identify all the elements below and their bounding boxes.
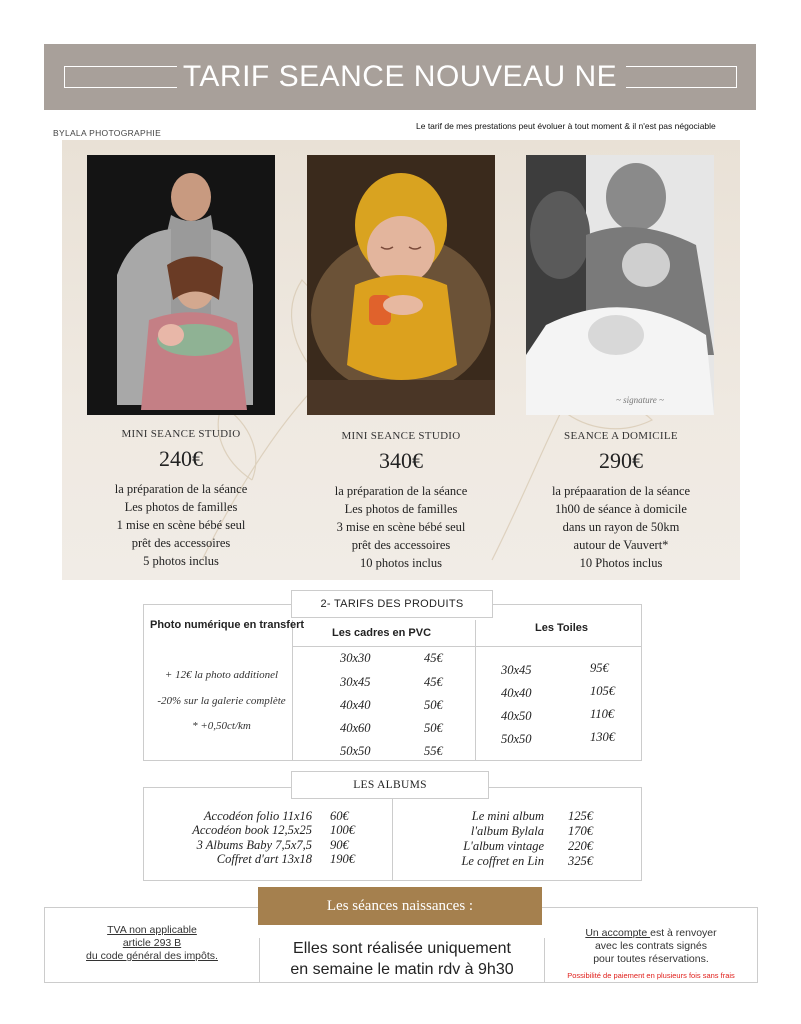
frame-size: 50x50 xyxy=(340,744,371,758)
accompte-link[interactable]: Un accompte xyxy=(585,927,651,939)
album-name: 3 Albums Baby 7,5x7,5 xyxy=(196,838,312,852)
package-line: 10 photos inclus xyxy=(360,556,442,570)
payment-note: Possibilité de paiement en plusieurs fois sans frais xyxy=(567,971,735,980)
canvas-size: 30x45 xyxy=(501,663,532,677)
digital-line: + 12€ la photo additionel xyxy=(164,669,279,681)
album-price: 325€ xyxy=(568,854,593,868)
tva-line: du code général des impôts. xyxy=(86,950,218,962)
package-2 xyxy=(291,430,511,572)
album-price: 60€ xyxy=(330,809,349,823)
canvas-size: 40x50 xyxy=(501,709,532,723)
package-line: autour de Vauvert* xyxy=(573,538,669,552)
tva-line: article 293 B xyxy=(122,937,182,949)
tva-line: TVA non applicable xyxy=(107,924,197,936)
albums-section-label: LES ALBUMS xyxy=(291,771,489,799)
tva-note xyxy=(45,924,259,963)
package-line: prêt des accessoires xyxy=(131,536,231,550)
family-studio-photo xyxy=(87,155,275,415)
seances-title: Les séances naissances : xyxy=(258,887,542,925)
frame-price: 50€ xyxy=(424,721,443,735)
accompte-line: pour toutes réservations. xyxy=(593,953,709,965)
package-name: MINI SEANCE STUDIO xyxy=(121,428,241,440)
canvas-size: 40x40 xyxy=(501,686,532,700)
divider xyxy=(292,620,293,760)
seances-info xyxy=(259,938,545,982)
album-price: 170€ xyxy=(568,824,593,838)
frames-header: Les cadres en PVC xyxy=(332,627,432,639)
package-line: la préparation de la séance xyxy=(114,482,248,496)
package-price: 340€ xyxy=(379,448,423,473)
album-price: 125€ xyxy=(568,809,593,823)
newborn-basket-photo xyxy=(307,155,495,415)
frame-size: 40x40 xyxy=(340,698,371,712)
package-line: 10 Photos inclus xyxy=(579,556,663,570)
studio-name: BYLALA PHOTOGRAPHIE xyxy=(53,128,162,138)
album-name: L'album vintage xyxy=(463,839,544,853)
canvas-price: 105€ xyxy=(590,684,615,698)
digital-line: * +0,50ct/km xyxy=(192,720,251,732)
canvas-price: 110€ xyxy=(590,707,615,721)
album-price: 100€ xyxy=(330,823,355,837)
package-line: prêt des accessoires xyxy=(351,538,451,552)
seances-line: en semaine le matin rdv à 9h30 xyxy=(290,961,514,978)
album-price: 90€ xyxy=(330,838,349,852)
package-price: 240€ xyxy=(159,446,203,471)
products-section-label: 2- TARIFS DES PRODUITS xyxy=(291,590,493,618)
packages-panel xyxy=(62,140,740,580)
divider xyxy=(475,620,476,760)
divider xyxy=(292,646,641,647)
package-line: 1h00 de séance à domicile xyxy=(555,502,687,516)
package-line: la préparation de la séance xyxy=(334,484,468,498)
title-banner xyxy=(44,44,756,110)
package-line: 1 mise en scène bébé seul xyxy=(116,518,246,532)
frame-price: 50€ xyxy=(424,698,443,712)
package-line: Les photos de familles xyxy=(344,502,458,516)
seances-line: Elles sont réalisée uniquement xyxy=(293,940,511,957)
frame-size: 30x45 xyxy=(340,675,371,689)
package-line: 3 mise en scène bébé seul xyxy=(336,520,466,534)
package-line: Les photos de familles xyxy=(124,500,238,514)
digital-line: -20% sur la galerie complète xyxy=(157,695,286,707)
accompte-line: avec les contrats signés xyxy=(594,940,708,952)
package-line: la prépaaration de la séance xyxy=(551,484,691,498)
package-1 xyxy=(71,428,291,570)
frame-size: 40x60 xyxy=(340,721,371,735)
package-line: dans un rayon de 50km xyxy=(562,520,680,534)
page-title: TARIF SEANCE NOUVEAU NE xyxy=(182,60,618,93)
album-name: Accodéon folio 11x16 xyxy=(203,809,312,823)
frame-price: 45€ xyxy=(424,651,443,665)
album-name: Coffret d'art 13x18 xyxy=(216,852,312,866)
package-3 xyxy=(511,430,731,572)
album-name: Le mini album xyxy=(471,809,544,823)
home-session-photo xyxy=(526,155,714,415)
accompte-note xyxy=(545,927,757,966)
package-line: 5 photos inclus xyxy=(143,554,219,568)
album-name: Le coffret en Lin xyxy=(461,854,544,868)
canvas-header: Les Toiles xyxy=(535,622,588,634)
package-name: SEANCE A DOMICILE xyxy=(564,430,678,442)
albums-table xyxy=(143,787,642,881)
divider xyxy=(392,788,393,880)
canvas-size: 50x50 xyxy=(501,732,532,746)
canvas-price: 130€ xyxy=(590,730,615,744)
products-table xyxy=(143,604,642,761)
album-price: 220€ xyxy=(568,839,593,853)
album-name: Accodéon book 12,5x25 xyxy=(192,823,312,837)
digital-header: Photo numérique en transfert xyxy=(150,619,305,631)
frame-price: 45€ xyxy=(424,675,443,689)
album-price: 190€ xyxy=(330,852,355,866)
frame-size: 30x30 xyxy=(340,651,371,665)
price-notice: Le tarif de mes prestations peut évoluer à tout moment & il n'est pas négociable xyxy=(416,121,716,131)
svg-text:~ signature ~: ~ signature ~ xyxy=(616,395,664,405)
frame-price: 55€ xyxy=(424,744,443,758)
accompte-text: est à renvoyer xyxy=(650,927,717,939)
package-name: MINI SEANCE STUDIO xyxy=(341,430,461,442)
package-price: 290€ xyxy=(599,448,643,473)
album-name: l'album Bylala xyxy=(470,824,544,838)
canvas-price: 95€ xyxy=(590,661,609,675)
